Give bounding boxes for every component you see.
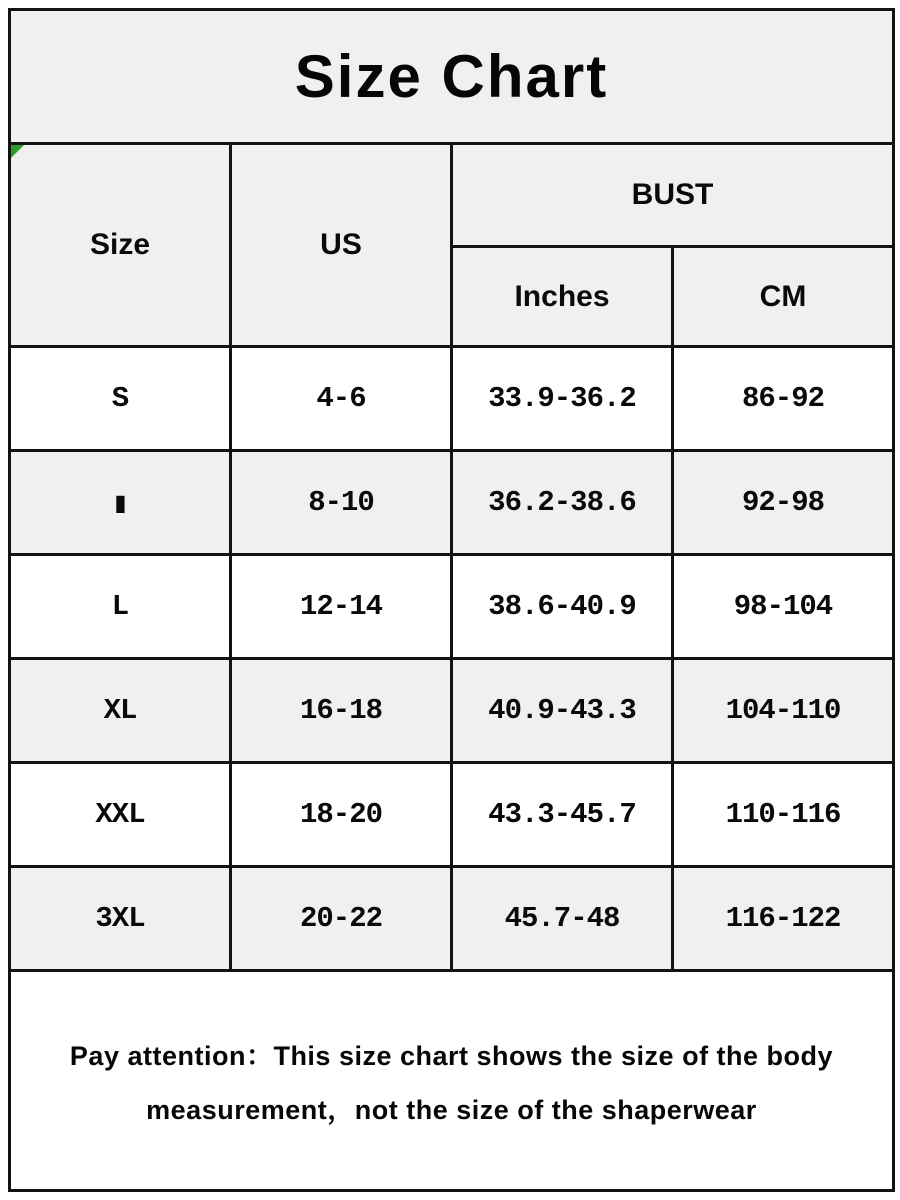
cell-cm: 98-104 — [674, 556, 892, 657]
cell-inches: 45.7-48 — [453, 868, 671, 969]
cell-size: 3XL — [11, 868, 229, 969]
title-block — [11, 11, 892, 145]
cell-inches: 38.6-40.9 — [453, 556, 671, 657]
size-table — [11, 145, 892, 969]
cell-inches: 33.9-36.2 — [453, 348, 671, 449]
size-chart-sheet — [8, 8, 895, 1192]
cell-cm: 92-98 — [674, 452, 892, 553]
column-header-inches: Inches — [453, 248, 671, 345]
column-header-cm: CM — [674, 248, 892, 345]
cell-size: ▮ — [11, 452, 229, 553]
column-header-bust: BUST — [453, 145, 892, 245]
cell-us: 12-14 — [232, 556, 450, 657]
cell-size: L — [11, 556, 229, 657]
cell-us: 18-20 — [232, 764, 450, 865]
cell-cm: 104-110 — [674, 660, 892, 761]
cell-size: S — [11, 348, 229, 449]
cell-us: 20-22 — [232, 868, 450, 969]
cell-cm: 86-92 — [674, 348, 892, 449]
cell-inches: 36.2-38.6 — [453, 452, 671, 553]
column-header-us: US — [232, 145, 450, 345]
cell-size: XL — [11, 660, 229, 761]
column-header-size: Size — [11, 145, 229, 345]
cell-size: XXL — [11, 764, 229, 865]
cell-us: 8-10 — [232, 452, 450, 553]
note-line-2: measurement，not the size of the shaperwear — [146, 1095, 757, 1125]
note-line-1: Pay attention：This size chart shows the size of the body — [69, 1041, 834, 1071]
cell-us: 4-6 — [232, 348, 450, 449]
cell-inches: 40.9-43.3 — [453, 660, 671, 761]
attention-note-block — [11, 969, 892, 1189]
page-title: Size Chart — [294, 43, 609, 110]
cell-us: 16-18 — [232, 660, 450, 761]
cell-cm: 116-122 — [674, 868, 892, 969]
cell-cm: 110-116 — [674, 764, 892, 865]
cell-inches: 43.3-45.7 — [453, 764, 671, 865]
